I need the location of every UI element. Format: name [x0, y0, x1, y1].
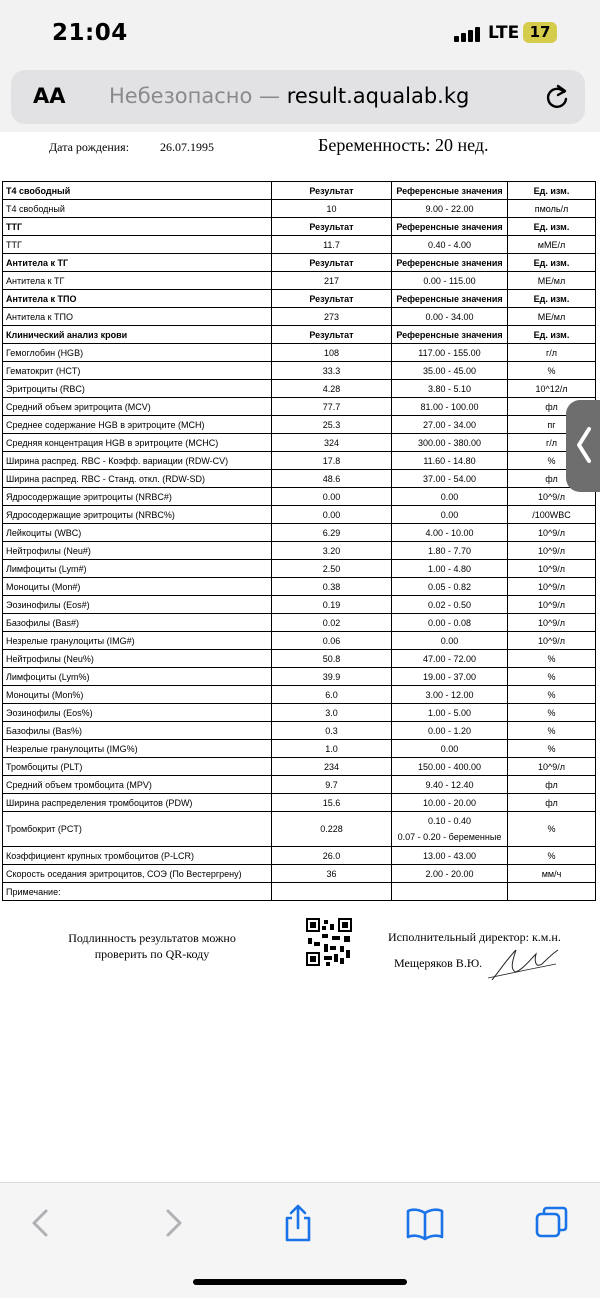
reference-range: 2.00 - 20.00: [392, 865, 508, 883]
test-name: Антитела к ТГ: [3, 254, 272, 272]
test-name: Ширина распред. RBC - Коэфф. вариации (RDW-CV): [3, 452, 272, 470]
table-row: [3, 650, 596, 668]
table-row: [3, 847, 596, 865]
unit: %: [508, 722, 596, 740]
results-table: [2, 181, 596, 901]
test-name: Незрелые гранулоциты (IMG#): [3, 632, 272, 650]
result-value: 3.20: [272, 542, 392, 560]
unit: %: [508, 686, 596, 704]
unit: %: [508, 847, 596, 865]
reference-range-general: 0.10 - 0.40: [427, 816, 472, 826]
bookmarks-icon[interactable]: [403, 1203, 447, 1243]
reference-range: 11.60 - 14.80: [392, 452, 508, 470]
result-value: 15.6: [272, 794, 392, 812]
unit: 10^9/л: [508, 632, 596, 650]
director-name: Мещеряков В.Ю.: [394, 956, 483, 970]
table-row: [3, 794, 596, 812]
unit: 10^9/л: [508, 614, 596, 632]
result-value: 26.0: [272, 847, 392, 865]
table-row: [3, 434, 596, 452]
reference-range: 0.00 - 0.08: [392, 614, 508, 632]
result-value: 2.50: [272, 560, 392, 578]
test-name: Тромбокрит (PCT): [3, 812, 272, 847]
result-value: 273: [272, 308, 392, 326]
unit: /100WBC: [508, 506, 596, 524]
result-value: 0.19: [272, 596, 392, 614]
unit: 10^9/л: [508, 596, 596, 614]
table-row: [3, 686, 596, 704]
test-name: Среднее содержание HGB в эритроците (MCH): [3, 416, 272, 434]
result-value: 6.29: [272, 524, 392, 542]
reference-range: 9.00 - 22.00: [392, 200, 508, 218]
result-value: 48.6: [272, 470, 392, 488]
result-value: [272, 883, 392, 901]
pregnancy-term: Беременность: 20 нед.: [318, 135, 489, 155]
network-type: LTE: [488, 23, 520, 43]
table-row: [3, 200, 596, 218]
test-name: Моноциты (Mon%): [3, 686, 272, 704]
result-value: 0.00: [272, 488, 392, 506]
table-row: [3, 470, 596, 488]
test-name: Базофилы (Bas%): [3, 722, 272, 740]
table-row: [3, 722, 596, 740]
share-icon[interactable]: [276, 1203, 320, 1243]
reload-icon[interactable]: [544, 83, 570, 111]
battery-icon: 17: [523, 22, 557, 43]
test-name: Гематокрит (HCT): [3, 362, 272, 380]
result-value: 0.06: [272, 632, 392, 650]
table-section-header: [3, 218, 596, 236]
table-row: [3, 272, 596, 290]
table-row: [3, 758, 596, 776]
unit: 10^9/л: [508, 542, 596, 560]
unit: Ед. изм.: [508, 254, 596, 272]
result-value: 36: [272, 865, 392, 883]
back-icon[interactable]: [20, 1203, 64, 1243]
test-name: Лейкоциты (WBC): [3, 524, 272, 542]
test-name: Т4 свободный: [3, 182, 272, 200]
test-name: Примечание:: [3, 883, 272, 901]
side-panel-handle[interactable]: [566, 400, 600, 492]
unit: МЕ/мл: [508, 308, 596, 326]
url-text[interactable]: [109, 84, 469, 108]
test-name: Ядросодержащие эритроциты (NRBC#): [3, 488, 272, 506]
result-value: 9.7: [272, 776, 392, 794]
unit: 10^12/л: [508, 380, 596, 398]
table-row: [3, 776, 596, 794]
signal-icon: [454, 26, 482, 42]
unit: %: [508, 812, 596, 847]
result-value: 4.28: [272, 380, 392, 398]
test-name: Эозинофилы (Eos#): [3, 596, 272, 614]
test-name: Средняя концентрация HGB в эритроците (MCHC): [3, 434, 272, 452]
result-value: 6.0: [272, 686, 392, 704]
table-row: [3, 542, 596, 560]
test-name: Ядросодержащие эритроциты (NRBC%): [3, 506, 272, 524]
table-row: [3, 632, 596, 650]
reference-range: 13.00 - 43.00: [392, 847, 508, 865]
reference-range: Референсные значения: [392, 182, 508, 200]
reference-range: 150.00 - 400.00: [392, 758, 508, 776]
reference-range: 0.00: [392, 506, 508, 524]
clock: 21:04: [52, 20, 128, 46]
reference-range: Референсные значения: [392, 326, 508, 344]
result-value: Результат: [272, 254, 392, 272]
unit: г/л: [508, 344, 596, 362]
test-name: Средний объем тромбоцита (MPV): [3, 776, 272, 794]
test-name: Средний объем эритроцита (MCV): [3, 398, 272, 416]
result-value: 0.228: [272, 812, 392, 847]
reference-range: 0.00 - 34.00: [392, 308, 508, 326]
result-value: 217: [272, 272, 392, 290]
reference-range: 1.80 - 7.70: [392, 542, 508, 560]
reference-range: 4.00 - 10.00: [392, 524, 508, 542]
unit: г/л: [508, 434, 596, 452]
reference-range: 0.00 - 115.00: [392, 272, 508, 290]
result-value: 33.3: [272, 362, 392, 380]
table-row: [3, 740, 596, 758]
table-row: [3, 398, 596, 416]
unit: 10^9/л: [508, 560, 596, 578]
reference-range: 10.00 - 20.00: [392, 794, 508, 812]
unit: %: [508, 362, 596, 380]
table-row: [3, 704, 596, 722]
unit: мм/ч: [508, 865, 596, 883]
test-name: Нейтрофилы (Neu%): [3, 650, 272, 668]
table-row: [3, 668, 596, 686]
table-row: [3, 236, 596, 254]
unit: [508, 883, 596, 901]
unit: мМЕ/л: [508, 236, 596, 254]
reference-range: Референсные значения: [392, 290, 508, 308]
reference-range: 27.00 - 34.00: [392, 416, 508, 434]
test-name: Незрелые гранулоциты (IMG%): [3, 740, 272, 758]
test-name: Базофилы (Bas#): [3, 614, 272, 632]
result-value: 17.8: [272, 452, 392, 470]
result-value: 50.8: [272, 650, 392, 668]
result-value: 0.00: [272, 506, 392, 524]
dob-label: Дата рождения:: [49, 140, 130, 154]
result-value: 0.3: [272, 722, 392, 740]
reference-range: 19.00 - 37.00: [392, 668, 508, 686]
table-row: [3, 452, 596, 470]
unit: 10^9/л: [508, 578, 596, 596]
reference-range: 0.00: [392, 632, 508, 650]
table-row: [3, 596, 596, 614]
signature-icon: [486, 940, 560, 984]
table-section-header: [3, 290, 596, 308]
unit: %: [508, 704, 596, 722]
tabs-icon[interactable]: [530, 1203, 574, 1243]
test-name: Ширина распределения тромбоцитов (PDW): [3, 794, 272, 812]
result-value: 0.38: [272, 578, 392, 596]
table-row: [3, 362, 596, 380]
table-row: [3, 344, 596, 362]
test-name: Эозинофилы (Eos%): [3, 704, 272, 722]
unit: 10^9/л: [508, 758, 596, 776]
test-name: Антитела к ТПО: [3, 290, 272, 308]
director-title: Исполнительный директор: к.м.н.: [388, 930, 561, 944]
result-value: 10: [272, 200, 392, 218]
table-section-header: [3, 326, 596, 344]
insecure-label: Небезопасно —: [109, 84, 280, 108]
reader-options-button[interactable]: AA: [33, 84, 66, 108]
reference-range: [392, 883, 508, 901]
unit: фл: [508, 794, 596, 812]
qr-code-icon[interactable]: [306, 918, 352, 966]
table-row: [3, 560, 596, 578]
test-name: Нейтрофилы (Neu#): [3, 542, 272, 560]
unit: 10^9/л: [508, 488, 596, 506]
reference-range: 0.00: [392, 740, 508, 758]
test-name: Тромбоциты (PLT): [3, 758, 272, 776]
status-bar: [0, 0, 600, 68]
forward-icon[interactable]: [150, 1203, 194, 1243]
unit: 10^9/л: [508, 524, 596, 542]
test-name: Антитела к ТПО: [3, 308, 272, 326]
test-name: Антитела к ТГ: [3, 272, 272, 290]
reference-range: 35.00 - 45.00: [392, 362, 508, 380]
reference-range: 1.00 - 5.00: [392, 704, 508, 722]
test-name: Ширина распред. RBC - Станд. откл. (RDW-SD): [3, 470, 272, 488]
address-bar[interactable]: [11, 70, 585, 124]
table-row: [3, 883, 596, 901]
reference-range: Референсные значения: [392, 254, 508, 272]
result-value: 0.02: [272, 614, 392, 632]
reference-range: 3.00 - 12.00: [392, 686, 508, 704]
table-section-header: [3, 254, 596, 272]
result-value: 11.7: [272, 236, 392, 254]
result-value: 108: [272, 344, 392, 362]
unit: Ед. изм.: [508, 182, 596, 200]
reference-range: 300.00 - 380.00: [392, 434, 508, 452]
test-name: Т4 свободный: [3, 200, 272, 218]
reference-range: 47.00 - 72.00: [392, 650, 508, 668]
test-name: ТТГ: [3, 218, 272, 236]
result-value: 25.3: [272, 416, 392, 434]
reference-range-pregnant: 0.07 - 0.20 - беременные: [397, 832, 502, 842]
page-content: [0, 132, 600, 1182]
home-indicator[interactable]: [193, 1279, 407, 1285]
authenticity-note: Подлинность результатов можно проверить по QR-коду: [68, 931, 236, 961]
result-value: 1.0: [272, 740, 392, 758]
test-name: ТТГ: [3, 236, 272, 254]
reference-range: 0.05 - 0.82: [392, 578, 508, 596]
result-value: Результат: [272, 326, 392, 344]
result-value: Результат: [272, 290, 392, 308]
unit: %: [508, 668, 596, 686]
table-row: [3, 524, 596, 542]
test-name: Лимфоциты (Lym%): [3, 668, 272, 686]
url-host: result.aqualab.kg: [286, 84, 470, 108]
reference-range: 37.00 - 54.00: [392, 470, 508, 488]
unit: Ед. изм.: [508, 218, 596, 236]
test-name: Лимфоциты (Lym#): [3, 560, 272, 578]
reference-range: 0.00 - 1.20: [392, 722, 508, 740]
unit: фл: [508, 398, 596, 416]
unit: %: [508, 650, 596, 668]
reference-range: 9.40 - 12.40: [392, 776, 508, 794]
unit: фл: [508, 776, 596, 794]
unit: МЕ/мл: [508, 272, 596, 290]
table-row: [3, 380, 596, 398]
result-value: 39.9: [272, 668, 392, 686]
result-value: Результат: [272, 218, 392, 236]
reference-range: 1.00 - 4.80: [392, 560, 508, 578]
reference-range: Референсные значения: [392, 218, 508, 236]
reference-range: 81.00 - 100.00: [392, 398, 508, 416]
dob-value: 26.07.1995: [160, 140, 214, 154]
test-name: Моноциты (Mon#): [3, 578, 272, 596]
result-value: 77.7: [272, 398, 392, 416]
reference-range: 0.02 - 0.50: [392, 596, 508, 614]
reference-range: 117.00 - 155.00: [392, 344, 508, 362]
result-value: 3.0: [272, 704, 392, 722]
table-row: [3, 578, 596, 596]
table-row: [3, 488, 596, 506]
unit: пг: [508, 416, 596, 434]
test-name: Гемоглобин (HGB): [3, 344, 272, 362]
table-row: [3, 506, 596, 524]
table-section-header: [3, 182, 596, 200]
test-name: Эритроциты (RBC): [3, 380, 272, 398]
unit: Ед. изм.: [508, 290, 596, 308]
table-row: [3, 308, 596, 326]
table-row: [3, 614, 596, 632]
table-row: [3, 416, 596, 434]
reference-range: 0.40 - 4.00: [392, 236, 508, 254]
test-name: Клинический анализ крови: [3, 326, 272, 344]
table-row: [3, 865, 596, 883]
result-value: 324: [272, 434, 392, 452]
test-name: Скорость оседания эритроцитов, СОЭ (По Вестергрену): [3, 865, 272, 883]
reference-range: 3.80 - 5.10: [392, 380, 508, 398]
unit: %: [508, 740, 596, 758]
unit: Ед. изм.: [508, 326, 596, 344]
address-area: [0, 68, 600, 132]
reference-range: [392, 812, 508, 847]
table-row: [3, 812, 596, 847]
unit: пмоль/л: [508, 200, 596, 218]
unit: %: [508, 452, 596, 470]
test-name: Коэффициент крупных тромбоцитов (P-LCR): [3, 847, 272, 865]
reference-range: 0.00: [392, 488, 508, 506]
chevron-left-icon: [576, 426, 592, 464]
unit: фл: [508, 470, 596, 488]
result-value: 234: [272, 758, 392, 776]
result-value: Результат: [272, 182, 392, 200]
